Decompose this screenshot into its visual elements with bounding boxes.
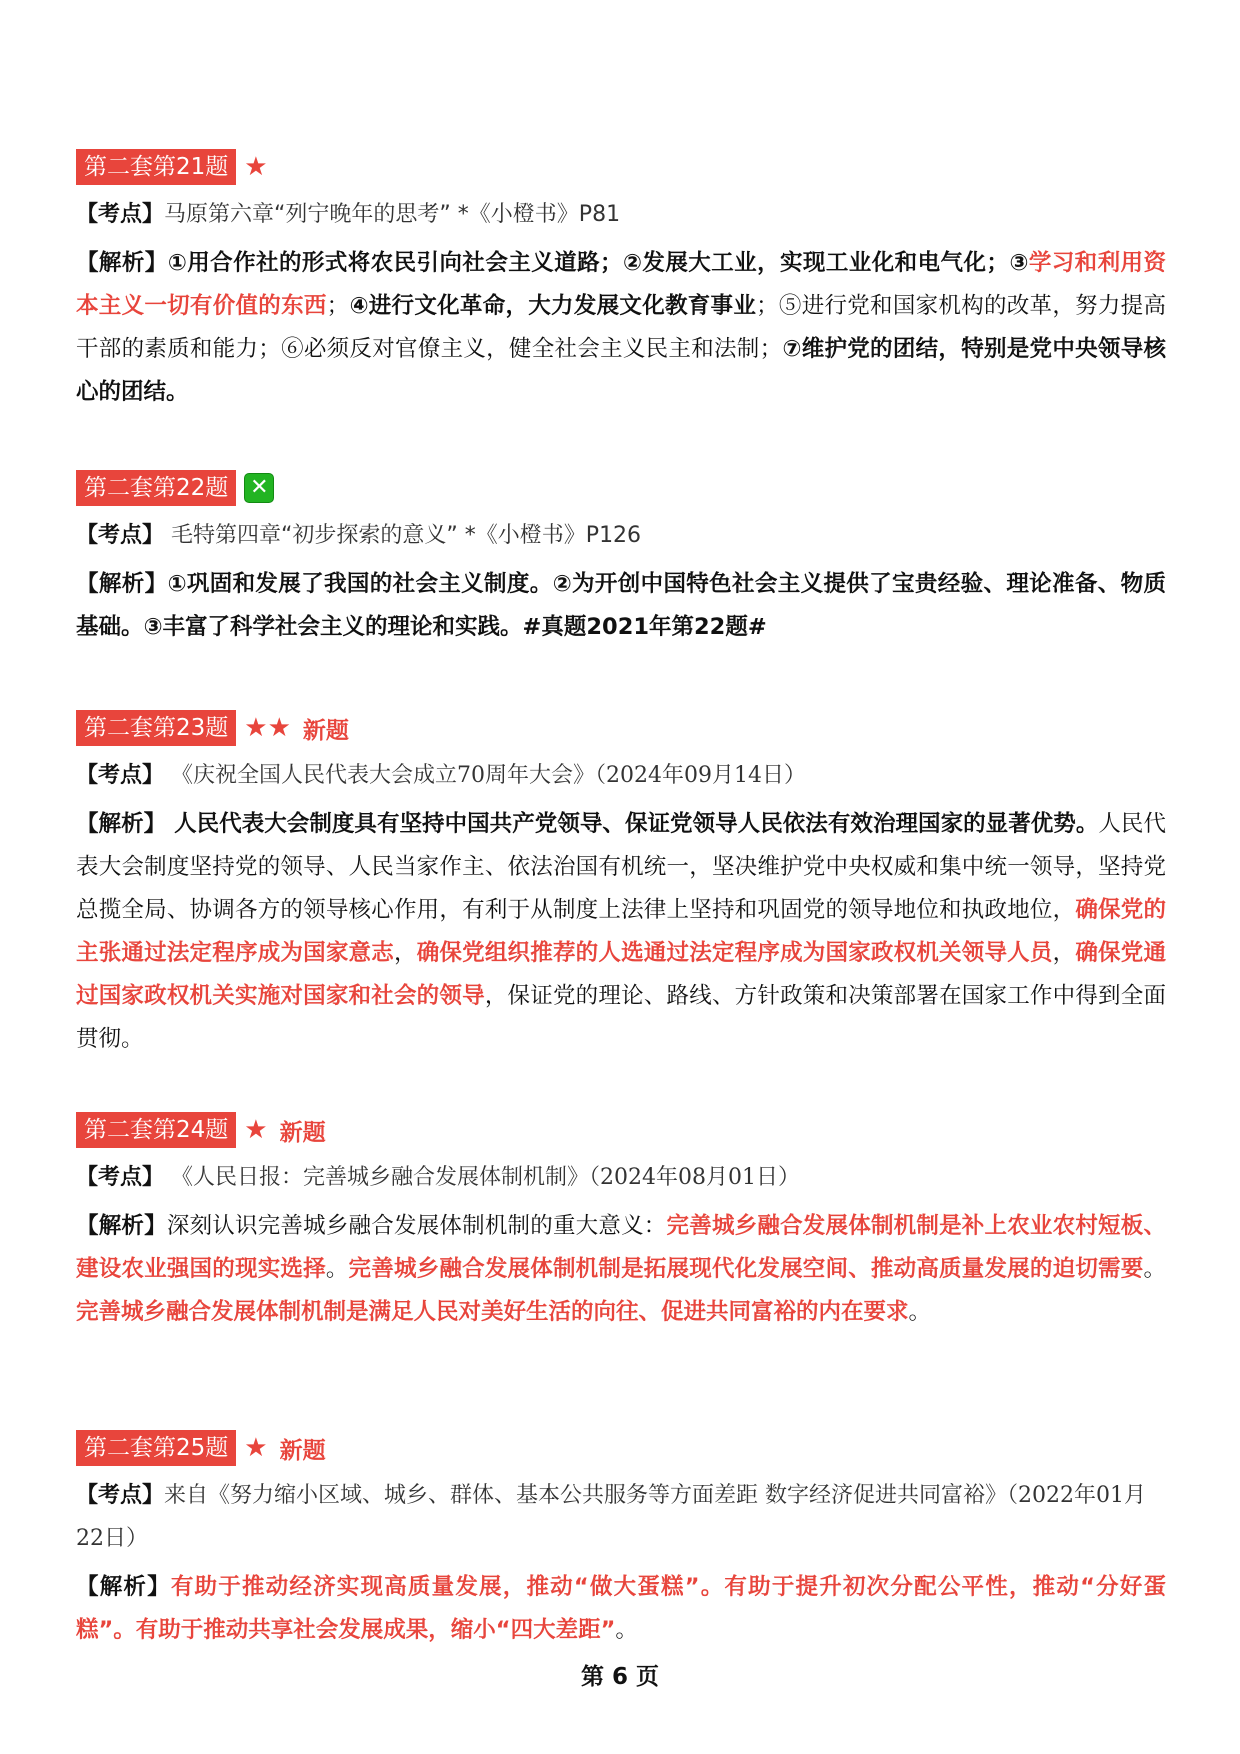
- question-section: [76, 1112, 1166, 1334]
- analysis-segment: ，保证党的理论、路线、方针政策和决策部署在国家工作中得到全面贯彻。: [76, 983, 1166, 1052]
- key-point-label: 【考点】: [76, 202, 165, 227]
- analysis: [76, 1566, 1166, 1652]
- key-point: [76, 754, 1166, 797]
- analysis-segment: ①用合作社的形式将农民引向社会主义道路；②发展大工业，实现工业化和电气化；③: [167, 250, 1029, 276]
- key-point-label: 【考点】: [76, 523, 165, 548]
- new-question-badge: 新题: [279, 1119, 326, 1146]
- question-tag: 第二套第23题: [76, 710, 236, 746]
- key-point-label: 【考点】: [76, 1165, 165, 1190]
- analysis-label: 【解析】: [76, 250, 168, 276]
- key-point-label: 【考点】: [76, 1483, 165, 1508]
- analysis-segment: 。: [325, 1256, 349, 1282]
- analysis-segment: 有助于推动经济实现高质量发展，推动“做大蛋糕”。有助于提升初次分配公平性，推动“分好蛋糕”。有助于推动共享社会发展成果，缩小“四大差距”: [76, 1574, 1166, 1643]
- question-header: [76, 1430, 1166, 1466]
- key-point-text: 毛特第四章“初步探索的意义” *《小橙书》P126: [164, 523, 642, 548]
- analysis-segment: 人民代表大会制度具有坚持中国共产党领导、保证党领导人民依法有效治理国家的显著优势。: [166, 811, 1099, 837]
- star-rating-icon: ★: [244, 152, 268, 182]
- analysis-label: 【解析】: [76, 1574, 171, 1600]
- analysis-segment: 完善城乡融合发展体制机制是补上农业农村短板、建设农业强国的现实选择: [76, 1213, 1166, 1282]
- analysis-segment: 确保党通过国家政权机关实施对国家和社会的领导: [76, 940, 1166, 1009]
- analysis-segment: 确保党的主张通过法定程序成为国家意志: [76, 897, 1166, 966]
- key-point: [76, 1474, 1166, 1560]
- question-tag: 第二套第21题: [76, 149, 236, 185]
- analysis-segment: ④进行文化革命，大力发展文化教育事业: [349, 293, 757, 319]
- analysis-segment: ，: [1052, 940, 1076, 966]
- question-section: [76, 1430, 1166, 1652]
- analysis-segment: ；⑤进行党和国家机构的改革，努力提高干部的素质和能力；⑥必须反对官僚主义，健全社会主义民主和法制；: [76, 293, 1166, 362]
- question-tag: 第二套第25题: [76, 1430, 236, 1466]
- new-question-badge: 新题: [279, 1437, 326, 1464]
- analysis-segment: ；: [326, 293, 350, 319]
- page-number: 第 6 页: [580, 1664, 660, 1690]
- analysis-segment: 完善城乡融合发展体制机制是满足人民对美好生活的向往、促进共同富裕的内在要求: [76, 1299, 909, 1325]
- key-point-text: 《庆祝全国人民代表大会成立70周年大会》（2024年09月14日）: [164, 763, 806, 788]
- new-question-badge: 新题: [302, 717, 349, 744]
- analysis-segment: 深刻认识完善城乡融合发展体制机制的重大意义：: [166, 1213, 667, 1239]
- analysis-label: 【解析】: [76, 1213, 167, 1239]
- question-header: [76, 1112, 1166, 1148]
- star-rating-icon: ★: [244, 1433, 268, 1463]
- analysis-segment: 。: [908, 1299, 932, 1325]
- analysis: [76, 563, 1166, 649]
- analysis-segment: 。: [1143, 1256, 1166, 1282]
- analysis-segment: ⑦维护党的团结，特别是党中央领导核心的团结。: [76, 336, 1166, 405]
- analysis-segment: ，: [393, 940, 417, 966]
- question-section: [76, 470, 1166, 649]
- question-header: [76, 149, 1166, 185]
- question-section: [76, 710, 1166, 1061]
- key-point: [76, 514, 1166, 557]
- key-point: [76, 193, 1166, 236]
- question-tag: 第二套第22题: [76, 470, 236, 506]
- analysis-segment: 。: [615, 1617, 638, 1643]
- analysis: [76, 1205, 1166, 1334]
- question-header: [76, 470, 1166, 506]
- key-point-text: 来自《努力缩小区域、城乡、群体、基本公共服务等方面差距 数字经济促进共同富裕》（2022年01月22日）: [76, 1483, 1146, 1551]
- analysis: [76, 803, 1166, 1061]
- analysis-label: 【解析】: [76, 811, 167, 837]
- analysis-segment: 完善城乡融合发展体制机制是拓展现代化发展空间、推动高质量发展的迫切需要: [348, 1256, 1144, 1282]
- analysis-segment: 人民代表大会制度坚持党的领导、人民当家作主、依法治国有机统一，坚决维护党中央权威和集中统一领导，坚持党总揽全局、协调各方的领导核心作用，有利于从制度上法律上坚持和巩固党的领导地位和执政地位，: [76, 811, 1166, 923]
- key-point: [76, 1156, 1166, 1199]
- analysis-label: 【解析】: [76, 571, 168, 597]
- analysis-segment: 确保党组织推荐的人选通过法定程序成为国家政权机关领导人员: [416, 940, 1053, 966]
- question-header: [76, 710, 1166, 746]
- key-point-text: 马原第六章“列宁晚年的思考” *《小橙书》P81: [164, 202, 621, 227]
- analysis: [76, 242, 1166, 414]
- question-tag: 第二套第24题: [76, 1112, 236, 1148]
- star-rating-icon: ★: [244, 1115, 268, 1145]
- question-section: [76, 149, 1166, 414]
- analysis-segment: 学习和利用资本主义一切有价值的东西: [76, 250, 1166, 319]
- analysis-segment: ①巩固和发展了我国的社会主义制度。②为开创中国特色社会主义提供了宝贵经验、理论准备、物质基础。③丰富了科学社会主义的理论和实践。#真题2021年第22题#: [76, 571, 1166, 640]
- key-point-label: 【考点】: [76, 763, 165, 788]
- cross-mark-icon: ✕: [244, 473, 274, 503]
- key-point-text: 《人民日报：完善城乡融合发展体制机制》（2024年08月01日）: [164, 1165, 800, 1190]
- star-rating-icon: ★★: [244, 713, 291, 743]
